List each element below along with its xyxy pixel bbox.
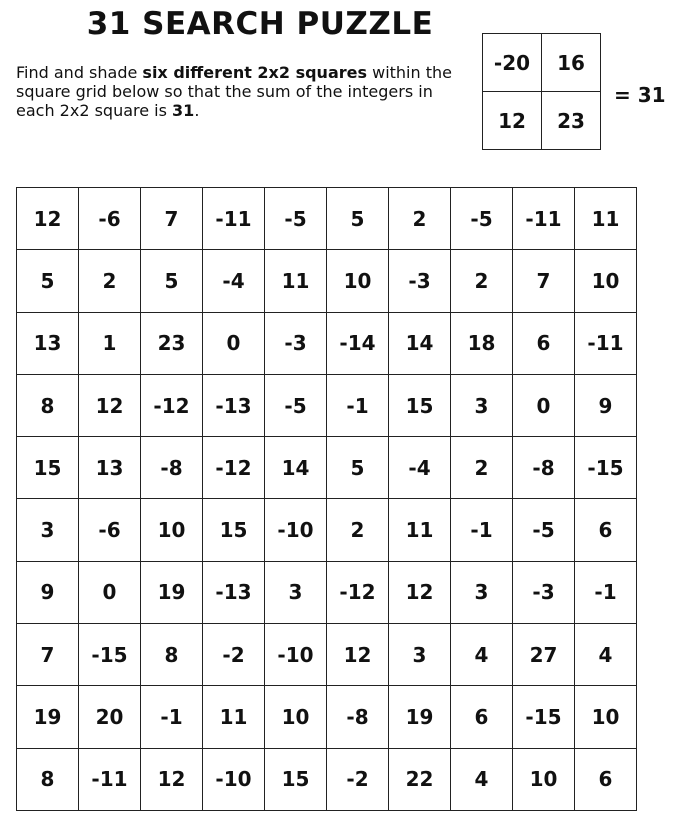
grid-cell[interactable]: 3: [17, 499, 79, 561]
grid-cell[interactable]: -3: [513, 561, 575, 623]
grid-cell[interactable]: 11: [203, 686, 265, 748]
example-cell: -20: [483, 34, 542, 92]
grid-cell[interactable]: 2: [327, 499, 389, 561]
instructions-text-2: within the square grid below so that the sum of the integers in each 2x2 square is: [16, 63, 452, 120]
instructions-text-3: .: [194, 101, 200, 120]
grid-cell[interactable]: -1: [327, 374, 389, 436]
grid-cell[interactable]: 4: [575, 624, 637, 686]
grid-row: [17, 374, 637, 436]
grid-cell[interactable]: -5: [265, 188, 327, 250]
grid-cell[interactable]: 7: [141, 188, 203, 250]
grid-cell[interactable]: 8: [141, 624, 203, 686]
grid-cell[interactable]: -12: [203, 437, 265, 499]
grid-row: [17, 250, 637, 312]
grid-cell[interactable]: -8: [141, 437, 203, 499]
grid-cell[interactable]: 11: [389, 499, 451, 561]
example-cell: 23: [542, 92, 601, 150]
grid-cell[interactable]: 2: [451, 250, 513, 312]
grid-cell[interactable]: 12: [327, 624, 389, 686]
grid-cell[interactable]: 9: [575, 374, 637, 436]
grid-cell[interactable]: 19: [141, 561, 203, 623]
grid-cell[interactable]: -5: [513, 499, 575, 561]
grid-cell[interactable]: 10: [575, 250, 637, 312]
grid-cell[interactable]: -3: [265, 312, 327, 374]
grid-cell[interactable]: -10: [203, 748, 265, 810]
grid-cell[interactable]: 7: [513, 250, 575, 312]
grid-cell[interactable]: -1: [141, 686, 203, 748]
grid-cell[interactable]: 10: [265, 686, 327, 748]
grid-cell[interactable]: -3: [389, 250, 451, 312]
grid-cell[interactable]: 3: [265, 561, 327, 623]
grid-cell[interactable]: -8: [513, 437, 575, 499]
grid-cell[interactable]: 0: [79, 561, 141, 623]
grid-cell[interactable]: 11: [575, 188, 637, 250]
example-cell: 12: [483, 92, 542, 150]
grid-cell[interactable]: -13: [203, 561, 265, 623]
grid-row: [17, 561, 637, 623]
grid-cell[interactable]: 13: [79, 437, 141, 499]
grid-row: [17, 624, 637, 686]
grid-row: [17, 312, 637, 374]
grid-cell[interactable]: 6: [575, 748, 637, 810]
grid-cell[interactable]: -11: [203, 188, 265, 250]
grid-cell[interactable]: 2: [79, 250, 141, 312]
grid-cell[interactable]: 6: [575, 499, 637, 561]
grid-cell[interactable]: -12: [141, 374, 203, 436]
grid-cell[interactable]: 6: [513, 312, 575, 374]
grid-row: [17, 437, 637, 499]
grid-cell[interactable]: 4: [451, 624, 513, 686]
grid-cell[interactable]: 8: [17, 748, 79, 810]
grid-cell[interactable]: -5: [265, 374, 327, 436]
grid-cell[interactable]: 3: [389, 624, 451, 686]
grid-cell[interactable]: 12: [389, 561, 451, 623]
grid-row: [17, 748, 637, 810]
grid-cell[interactable]: 9: [17, 561, 79, 623]
grid-cell[interactable]: 15: [203, 499, 265, 561]
grid-cell[interactable]: -12: [327, 561, 389, 623]
grid-cell[interactable]: 12: [17, 188, 79, 250]
grid-cell[interactable]: -15: [513, 686, 575, 748]
grid-row: [17, 686, 637, 748]
grid-cell[interactable]: -10: [265, 499, 327, 561]
grid-cell[interactable]: -1: [575, 561, 637, 623]
grid-cell[interactable]: 14: [389, 312, 451, 374]
grid-cell[interactable]: -4: [389, 437, 451, 499]
grid-cell[interactable]: -5: [451, 188, 513, 250]
grid-cell[interactable]: -10: [265, 624, 327, 686]
grid-cell[interactable]: 2: [451, 437, 513, 499]
instructions-text-1: Find and shade: [16, 63, 143, 82]
grid-cell[interactable]: 12: [141, 748, 203, 810]
grid-cell[interactable]: -13: [203, 374, 265, 436]
grid-cell[interactable]: 2: [389, 188, 451, 250]
grid-cell[interactable]: -11: [575, 312, 637, 374]
grid-cell[interactable]: 15: [265, 748, 327, 810]
grid-cell[interactable]: -6: [79, 188, 141, 250]
grid-cell[interactable]: 14: [265, 437, 327, 499]
instructions: [16, 63, 456, 120]
instructions-bold-1: six different 2x2 squares: [142, 63, 368, 82]
grid-cell[interactable]: -1: [451, 499, 513, 561]
grid-cell[interactable]: -14: [327, 312, 389, 374]
puzzle-grid: [16, 187, 637, 811]
grid-cell[interactable]: 3: [451, 374, 513, 436]
grid-row: [17, 188, 637, 250]
grid-cell[interactable]: 27: [513, 624, 575, 686]
grid-cell[interactable]: 12: [79, 374, 141, 436]
grid-cell[interactable]: 1: [79, 312, 141, 374]
grid-cell[interactable]: 8: [17, 374, 79, 436]
page-title: 31 SEARCH PUZZLE: [86, 6, 434, 42]
grid-cell[interactable]: -2: [327, 748, 389, 810]
grid-cell[interactable]: 22: [389, 748, 451, 810]
grid-cell[interactable]: 0: [513, 374, 575, 436]
instructions-bold-2: 31: [172, 101, 195, 120]
grid-cell[interactable]: 10: [513, 748, 575, 810]
grid-cell[interactable]: 5: [17, 250, 79, 312]
grid-cell[interactable]: -6: [79, 499, 141, 561]
grid-cell[interactable]: 23: [141, 312, 203, 374]
grid-cell[interactable]: -8: [327, 686, 389, 748]
grid-cell[interactable]: 19: [17, 686, 79, 748]
grid-cell[interactable]: -15: [575, 437, 637, 499]
example-sum: = 31: [614, 83, 666, 107]
grid-row: [17, 499, 637, 561]
grid-cell[interactable]: 15: [389, 374, 451, 436]
grid-cell[interactable]: 7: [17, 624, 79, 686]
grid-cell[interactable]: 5: [327, 188, 389, 250]
grid-cell[interactable]: 15: [17, 437, 79, 499]
grid-cell[interactable]: 10: [575, 686, 637, 748]
grid-cell[interactable]: 11: [265, 250, 327, 312]
grid-cell[interactable]: -2: [203, 624, 265, 686]
grid-cell[interactable]: 5: [141, 250, 203, 312]
grid-cell[interactable]: -4: [203, 250, 265, 312]
grid-cell[interactable]: 10: [327, 250, 389, 312]
grid-cell[interactable]: 5: [327, 437, 389, 499]
grid-cell[interactable]: -11: [79, 748, 141, 810]
grid-cell[interactable]: 13: [17, 312, 79, 374]
grid-cell[interactable]: -11: [513, 188, 575, 250]
grid-cell[interactable]: 3: [451, 561, 513, 623]
grid-cell[interactable]: 4: [451, 748, 513, 810]
grid-cell[interactable]: 0: [203, 312, 265, 374]
grid-cell[interactable]: -15: [79, 624, 141, 686]
example-square: [482, 33, 601, 150]
grid-cell[interactable]: 10: [141, 499, 203, 561]
grid-cell[interactable]: 18: [451, 312, 513, 374]
example-cell: 16: [542, 34, 601, 92]
grid-cell[interactable]: 6: [451, 686, 513, 748]
grid-cell[interactable]: 20: [79, 686, 141, 748]
grid-cell[interactable]: 19: [389, 686, 451, 748]
